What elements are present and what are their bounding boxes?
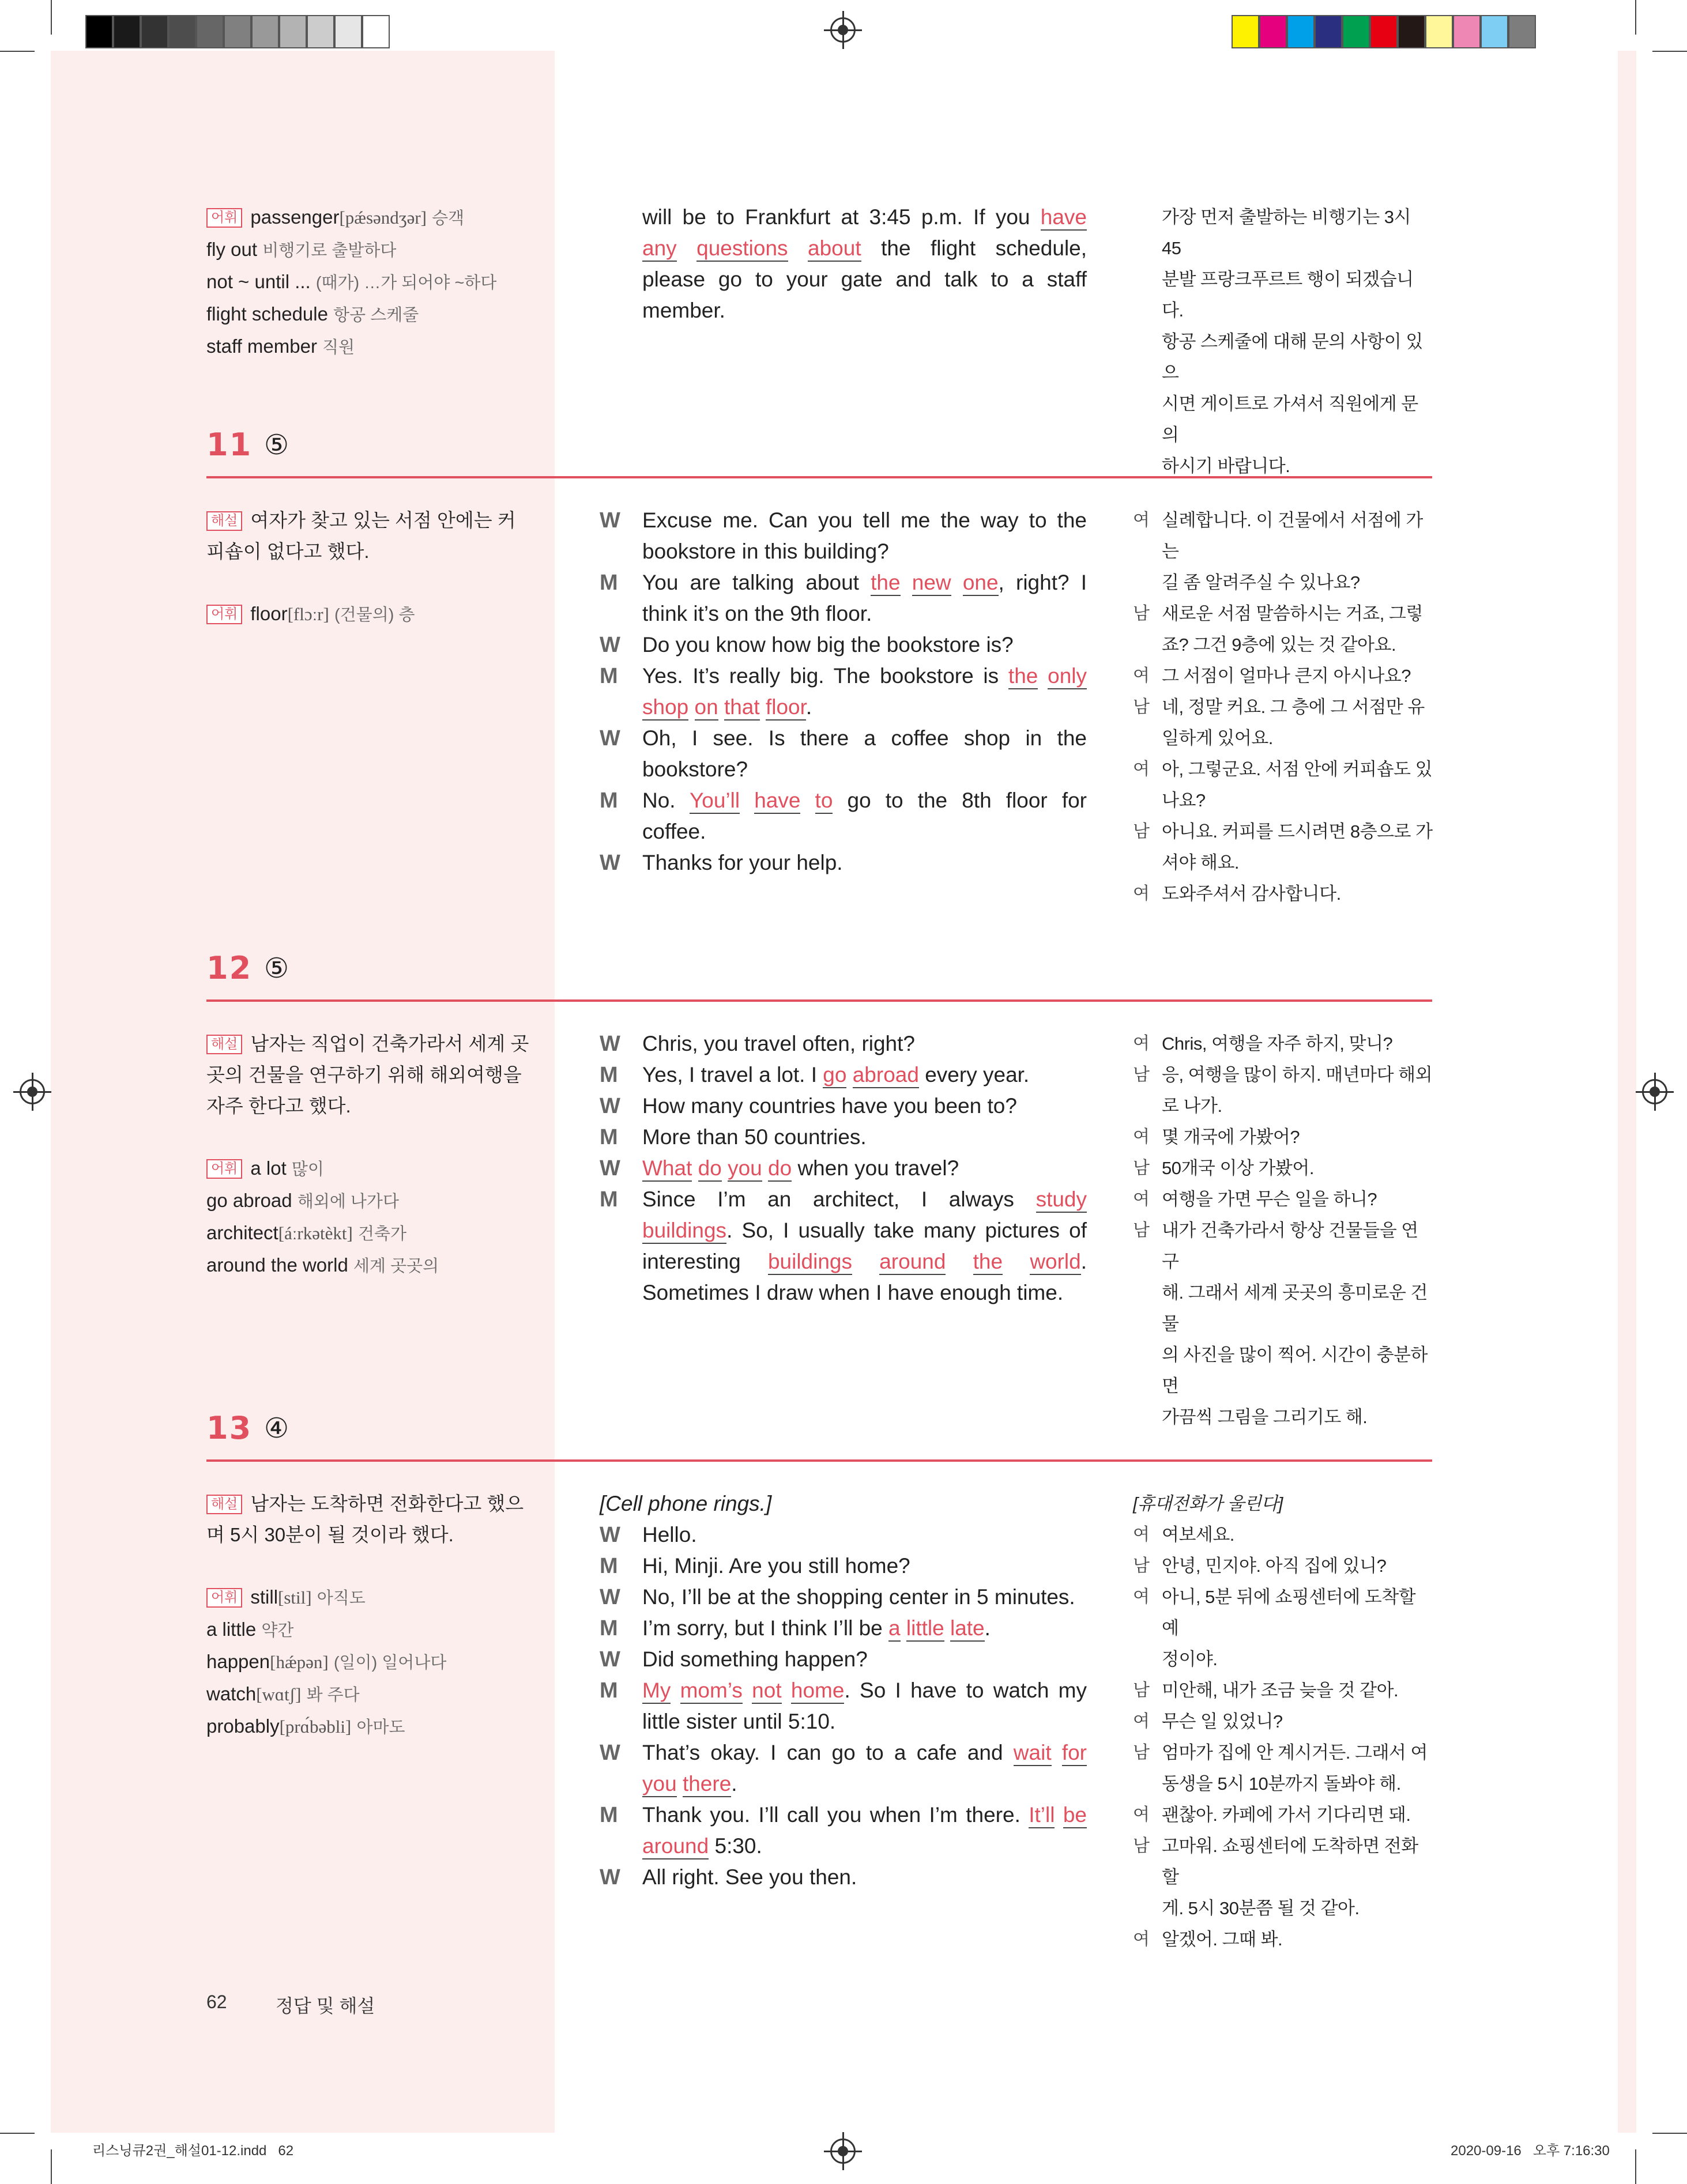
color-swatch (1425, 15, 1453, 48)
explanation-tag: 해설 (206, 1035, 242, 1054)
answer-choice: ⑤ (264, 953, 289, 984)
translation-line: 의 사진을 많이 찍어. 시간이 충분하면 (1162, 1345, 1428, 1396)
speaker-label: M (600, 789, 618, 813)
top-vocabulary (206, 202, 512, 363)
answer-blank: do (768, 1156, 792, 1182)
script-line: W That’s okay. I can go to a cafe and wait for (600, 1737, 1087, 1768)
explanation-line: 며 5시 30분이 될 것이라 했다. (206, 1524, 454, 1545)
answer-blank: You’ll (690, 789, 740, 814)
vocab-word: still (250, 1586, 278, 1608)
speaker-label: M (600, 1554, 618, 1578)
color-swatch (1342, 15, 1370, 48)
script-line: little sister until 5:10. (642, 1710, 836, 1733)
speaker-label: W (600, 1523, 620, 1547)
speaker-label: M (600, 1063, 618, 1087)
crop-mark (1635, 2149, 1636, 2184)
vocab-meaning: 직원 (322, 338, 355, 357)
vocab-phonetic: [prɑ́bəbli] (279, 1717, 352, 1737)
translation-line: 해. 그래서 세계 곳곳의 흥미로운 건물 (1162, 1283, 1428, 1334)
vocab-meaning: 약간 (261, 1621, 294, 1640)
speaker-label: 여 (1133, 1127, 1150, 1146)
section-divider (206, 476, 1432, 478)
translation-line: 남 내가 건축가라서 항상 건물들을 연구 (1133, 1215, 1433, 1277)
script-line: buildings. So, I usually take many pictures of (600, 1215, 1087, 1246)
translation-line: 시면 게이트로 가셔서 직원에게 문의 (1162, 394, 1418, 445)
speaker-label: 남 (1133, 1065, 1150, 1084)
vocab-phonetic: [flɔːr] (287, 604, 329, 624)
gray-swatch (279, 15, 307, 48)
answer-blank: My (642, 1678, 671, 1704)
gray-swatch (141, 15, 168, 48)
answer-blank: It’ll (1029, 1803, 1055, 1828)
answer-blank: only (1048, 664, 1087, 689)
stage-direction: [휴대전화가 울린다] (1133, 1493, 1283, 1514)
translation-line: 가끔씩 그림을 그리기도 해. (1162, 1407, 1368, 1427)
crop-mark (1635, 0, 1636, 35)
answer-blank: questions (696, 236, 788, 262)
color-swatch (1232, 15, 1259, 48)
script-line: bookstore in this building? (642, 540, 889, 563)
speaker-label: 여 (1133, 1587, 1150, 1606)
speaker-label: W (600, 726, 620, 750)
translation-line: 여 괜찮아. 카페에 가서 기다리면 돼. (1133, 1800, 1433, 1831)
script-line: will be to Frankfurt at 3:45 p.m. If you have (642, 202, 1087, 233)
speaker-label: M (600, 1125, 618, 1149)
translation-line: 남 고마워. 쇼핑센터에 도착하면 전화할 (1133, 1831, 1433, 1893)
registration-mark-icon (830, 17, 856, 43)
speaker-label: W (600, 1156, 620, 1180)
script-line: think it’s on the 9th floor. (642, 602, 872, 625)
speaker-label: M (600, 664, 618, 688)
translation-line: 여 알겠어. 그때 봐. (1133, 1924, 1433, 1955)
crop-mark (0, 2133, 35, 2134)
script-line: M No. You’ll have to go to the 8th floor for (600, 785, 1087, 816)
section-13-notes (206, 1488, 524, 1743)
answer-blank: you (642, 1772, 677, 1797)
answer-blank: do (698, 1156, 722, 1182)
gray-swatch (85, 15, 113, 48)
slug-file-info: 리스닝큐2권_해설01-12.indd 62 (92, 2143, 294, 2159)
script-line: M Since I’m an architect, I always study (600, 1184, 1087, 1215)
speaker-label: 여 (1133, 1930, 1150, 1949)
vocab-meaning: 승객 (432, 209, 465, 228)
speaker-label: W (600, 1585, 620, 1609)
translation-line: 여 몇 개국에 가봤어? (1133, 1122, 1433, 1153)
vocab-meaning: (일이) 일어나다 (333, 1654, 447, 1672)
script-line: M Yes. It’s really big. The bookstore is the only (600, 661, 1087, 692)
speaker-label: 여 (1133, 884, 1150, 903)
crop-mark (1652, 51, 1687, 52)
vocab-word: watch (206, 1683, 257, 1704)
translation-line: 항공 스케줄에 대해 문의 사항이 있으 (1162, 331, 1423, 383)
answer-blank: have (754, 789, 800, 814)
registration-mark-icon (1642, 1079, 1667, 1104)
vocab-row (206, 1185, 512, 1217)
vocab-meaning: 아마도 (356, 1718, 405, 1737)
script-line: W Oh, I see. Is there a coffee shop in the (600, 723, 1087, 754)
answer-blank: not (752, 1678, 781, 1704)
speaker-label: W (600, 1094, 620, 1118)
vocab-word: around the world (206, 1254, 348, 1276)
vocab-word: staff member (206, 335, 317, 357)
stage-direction: [Cell phone rings.] (600, 1492, 772, 1515)
vocab-word: not ~ until ... (206, 271, 311, 292)
explanation-line: 자주 한다고 했다. (206, 1095, 351, 1116)
script-line: M Thank you. I’ll call you when I’m there. It’ll be (600, 1800, 1087, 1831)
vocab-phonetic: [hǽpən] (270, 1652, 329, 1672)
answer-blank: the (1008, 664, 1038, 689)
vocab-phonetic: [stil] (278, 1587, 312, 1608)
color-swatch (1453, 15, 1481, 48)
answer-blank: to (815, 789, 833, 814)
script-line: M I’m sorry, but I think I’ll be a little late. (600, 1613, 1087, 1644)
translation-line: 가장 먼저 출발하는 비행기는 3시 45 (1162, 207, 1411, 258)
section-12-script (600, 1028, 1087, 1308)
script-line: any questions about the flight schedule, (642, 233, 1087, 264)
answer-blank: buildings (642, 1219, 726, 1244)
speaker-label: M (600, 1803, 618, 1827)
explanation-line: 해설 여자가 찾고 있는 서점 안에는 커 (206, 505, 512, 536)
script-line: M You are talking about the new one, right? I (600, 567, 1087, 598)
section-divider (206, 1459, 1432, 1462)
gray-swatch (251, 15, 279, 48)
vocab-meaning: 아직도 (317, 1589, 366, 1608)
speaker-label: M (600, 571, 618, 595)
translation-line: 길 좀 알려주실 수 있나요? (1162, 572, 1360, 593)
speaker-label: 여 (1133, 760, 1150, 779)
speaker-label: W (600, 508, 620, 533)
translation-line: 남 50개국 이상 가봤어. (1133, 1153, 1433, 1184)
speaker-label: 남 (1133, 1159, 1150, 1178)
translation-line: 남 안녕, 민지야. 아직 집에 있니? (1133, 1551, 1433, 1582)
vocab-row (206, 266, 512, 299)
speaker-label: W (600, 851, 620, 875)
answer-choice: ⑤ (264, 430, 289, 461)
vocab-word: happen (206, 1651, 270, 1672)
script-line: M More than 50 countries. (600, 1122, 1087, 1153)
gray-swatch (307, 15, 334, 48)
speaker-label: W (600, 1865, 620, 1889)
answer-blank: the (871, 571, 900, 596)
answer-blank: one (963, 571, 999, 596)
section-12-notes (206, 1028, 529, 1282)
script-line: coffee. (642, 820, 706, 843)
answer-blank: late (950, 1616, 985, 1642)
vocab-word: a lot (250, 1157, 287, 1179)
speaker-label: 여 (1133, 1190, 1150, 1209)
color-swatch (1287, 15, 1315, 48)
translation-line: 남 엄마가 집에 안 계시거든. 그래서 여 (1133, 1737, 1433, 1768)
speaker-label: 남 (1133, 1681, 1150, 1700)
gray-swatch (196, 15, 224, 48)
vocab-meaning: 건축가 (357, 1225, 407, 1243)
crop-mark (51, 0, 52, 35)
answer-blank: new (912, 571, 951, 596)
top-script (642, 202, 1087, 326)
speaker-label: 남 (1133, 822, 1150, 841)
section-11-script (600, 505, 1087, 878)
answer-blank: you (728, 1156, 762, 1182)
explanation-line: 해설 남자는 도착하면 전화한다고 했으 (206, 1488, 512, 1519)
vocab-row (206, 1217, 512, 1250)
translation-line: 여 그 서점이 얼마나 큰지 아시나요? (1133, 661, 1433, 692)
vocab-meaning: 세계 곳곳의 (353, 1257, 439, 1276)
gray-swatch (224, 15, 251, 48)
vocab-row (206, 1678, 512, 1711)
answer-blank: a (888, 1616, 901, 1642)
script-line: W Thanks for your help. (600, 847, 1087, 878)
vocab-meaning: 해외에 나가다 (297, 1193, 399, 1211)
translation-line: 일하게 있어요. (1162, 728, 1273, 748)
speaker-label: W (600, 1741, 620, 1765)
section-11-notes (206, 505, 516, 631)
answer-blank: abroad (853, 1063, 919, 1088)
answer-blank: What (642, 1156, 692, 1182)
speaker-label: W (600, 1647, 620, 1672)
translation-line: 죠? 그건 9층에 있는 것 같아요. (1162, 635, 1396, 655)
script-line: W Chris, you travel often, right? (600, 1028, 1087, 1059)
section-divider (206, 999, 1432, 1002)
vocab-word: flight schedule (206, 303, 328, 325)
vocab-meaning: (때가) …가 되어야 ~하다 (315, 274, 497, 292)
script-line: W Do you know how big the bookstore is? (600, 629, 1087, 661)
vocab-meaning: 항공 스케줄 (333, 306, 419, 325)
section-13-script (600, 1488, 1087, 1893)
script-line: W What do you do when you travel? (600, 1153, 1087, 1184)
translation-line: 여 실례합니다. 이 건물에서 서점에 가는 (1133, 505, 1433, 567)
translation-line: 동생을 5시 10분까지 돌봐야 해. (1162, 1774, 1401, 1794)
translation-line: 나요? (1162, 790, 1206, 810)
answer-blank: be (1063, 1803, 1087, 1828)
slug-date: 2020-09-16 오후 7:16:30 (1451, 2143, 1610, 2159)
answer-blank: any (642, 236, 677, 262)
speaker-label: 여 (1133, 1525, 1150, 1544)
translation-line: 셔야 해요. (1162, 853, 1240, 873)
top-translation (1162, 202, 1433, 482)
explanation-line: 피숍이 없다고 했다. (206, 541, 370, 562)
translation-line: 여 여행을 가면 무슨 일을 하니? (1133, 1184, 1433, 1215)
vocab-tag: 어휘 (206, 208, 242, 228)
answer-blank: go (823, 1063, 846, 1088)
translation-line: 정이야. (1162, 1649, 1218, 1669)
answer-blank: for (1062, 1741, 1087, 1766)
speaker-label: 여 (1133, 1034, 1150, 1053)
script-line: M My mom’s not home. So I have to watch my (600, 1675, 1087, 1706)
answer-blank: buildings (768, 1250, 852, 1275)
explanation-tag: 해설 (206, 511, 242, 531)
translation-line: 남 응, 여행을 많이 하지. 매년마다 해외 (1133, 1059, 1433, 1091)
vocab-word: architect (206, 1222, 278, 1243)
explanation-tag: 해설 (206, 1495, 242, 1514)
answer-choice: ④ (264, 1413, 289, 1444)
question-number: 11 (206, 427, 253, 463)
vocab-row (206, 1153, 512, 1185)
crop-mark (51, 2149, 52, 2184)
gray-swatch (168, 15, 196, 48)
answer-blank: around (642, 1834, 709, 1859)
section-11-translation (1133, 505, 1433, 910)
vocab-row (206, 202, 512, 234)
translation-line: 여 도와주셔서 감사합니다. (1133, 878, 1433, 910)
right-edge-strip (1618, 51, 1636, 2133)
translation-line: 여 여보세요. (1133, 1519, 1433, 1551)
answer-blank: there (683, 1772, 731, 1797)
script-line: please go to your gate and talk to a staff (642, 267, 1087, 291)
color-swatch (1259, 15, 1287, 48)
answer-blank: study (1036, 1187, 1087, 1213)
speaker-label: 여 (1133, 1805, 1150, 1824)
answer-blank: that (724, 695, 760, 721)
vocab-row (206, 234, 512, 266)
answer-blank: shop (642, 695, 688, 721)
speaker-label: M (600, 1616, 618, 1640)
answer-blank: world (1030, 1250, 1080, 1275)
color-swatch (1508, 15, 1536, 48)
script-line: member. (642, 299, 725, 322)
section-12-translation (1133, 1028, 1433, 1433)
translation-line: 로 나가. (1162, 1096, 1222, 1116)
vocab-word: go abroad (206, 1190, 292, 1211)
question-number: 12 (206, 950, 253, 986)
answer-blank: wait (1014, 1741, 1052, 1766)
speaker-label: 남 (1133, 697, 1150, 716)
vocab-row (206, 299, 512, 331)
speaker-label: M (600, 1678, 618, 1703)
vocab-meaning: (건물의) 층 (334, 606, 415, 624)
vocab-word: a little (206, 1619, 257, 1640)
speaker-label: W (600, 633, 620, 657)
explanation-line: 해설 남자는 직업이 건축가라서 세계 곳 (206, 1028, 512, 1059)
vocab-meaning: 봐 주다 (306, 1686, 360, 1704)
gray-swatch (334, 15, 362, 48)
translation-line: 남 아니요. 커피를 드시려면 8층으로 가 (1133, 816, 1433, 847)
answer-blank: on (695, 695, 718, 721)
translation-line: 분발 프랑크푸르트 행이 되겠습니다. (1162, 269, 1414, 320)
translation-line: 여 아, 그렇군요. 서점 안에 커피숍도 있 (1133, 754, 1433, 785)
script-line: W Excuse me. Can you tell me the way to the (600, 505, 1087, 536)
registration-mark-icon (830, 2138, 856, 2164)
answer-blank: around (879, 1250, 946, 1275)
answer-blank: little (906, 1616, 944, 1642)
translation-line: 여 무슨 일 있었니? (1133, 1706, 1433, 1737)
script-line: interesting buildings around the world. (600, 1246, 1087, 1277)
vocab-phonetic: [áːrkətèkt] (278, 1223, 353, 1243)
vocab-row (206, 331, 512, 363)
vocab-row (206, 1711, 512, 1743)
speaker-label: 남 (1133, 1836, 1150, 1855)
vocab-row (206, 1646, 512, 1678)
script-line: M Hi, Minji. Are you still home? (600, 1551, 1087, 1582)
script-line: W All right. See you then. (600, 1862, 1087, 1893)
gray-swatch (362, 15, 390, 48)
answer-blank: have (1041, 205, 1087, 231)
answer-blank: about (808, 236, 861, 262)
vocab-meaning: 많이 (291, 1160, 324, 1179)
vocab-row (206, 598, 512, 631)
color-swatch (1370, 15, 1398, 48)
color-swatch (1315, 15, 1342, 48)
color-swatch (1481, 15, 1508, 48)
speaker-label: W (600, 1032, 620, 1056)
speaker-label: 여 (1133, 1712, 1150, 1731)
vocab-phonetic: [wɑtʃ] (256, 1684, 302, 1704)
script-line: W No, I’ll be at the shopping center in 5 minutes. (600, 1582, 1087, 1613)
section-13-translation (1133, 1488, 1433, 1955)
speaker-label: 남 (1133, 604, 1150, 623)
speaker-label: 여 (1133, 511, 1150, 530)
question-number: 13 (206, 1410, 253, 1446)
script-line: around 5:30. (600, 1831, 1087, 1862)
speaker-label: M (600, 1187, 618, 1212)
vocab-tag: 어휘 (206, 1588, 242, 1608)
speaker-label: 남 (1133, 1743, 1150, 1762)
answer-blank: home (791, 1678, 845, 1704)
vocab-word: probably (206, 1715, 280, 1737)
script-line: W Did something happen? (600, 1644, 1087, 1675)
page-footer-title: 정답 및 해설 (276, 1996, 375, 2016)
speaker-label: 남 (1133, 1556, 1150, 1575)
script-line: W How many countries have you been to? (600, 1091, 1087, 1122)
translation-line: 게. 5시 30분쯤 될 것 같아. (1162, 1898, 1360, 1918)
page-number: 62 (206, 1991, 227, 2012)
vocab-row (206, 1582, 512, 1614)
vocab-word: floor (250, 603, 288, 624)
speaker-label: 남 (1133, 1221, 1150, 1240)
explanation-line: 곳의 건물을 연구하기 위해 해외여행을 (206, 1064, 522, 1085)
vocab-tag: 어휘 (206, 1159, 242, 1179)
script-line: shop on that floor. (600, 692, 1087, 723)
translation-line: 여 Chris, 여행을 자주 하지, 맞니? (1133, 1028, 1433, 1059)
crop-mark (1652, 2133, 1687, 2134)
translation-line: 하시기 바랍니다. (1162, 456, 1290, 476)
vocab-row (206, 1614, 512, 1646)
color-swatch (1398, 15, 1425, 48)
vocab-word: passenger (250, 206, 340, 228)
registration-mark-icon (20, 1079, 45, 1104)
translation-line: 여 아니, 5분 뒤에 쇼핑센터에 도착할 예 (1133, 1582, 1433, 1644)
translation-line: 남 네, 정말 커요. 그 층에 그 서점만 유 (1133, 692, 1433, 723)
script-line: bookstore? (642, 757, 748, 781)
speaker-label: 여 (1133, 666, 1150, 685)
answer-blank: floor (766, 695, 806, 721)
vocab-phonetic: [pǽsəndʒər] (339, 208, 427, 228)
crop-mark (0, 51, 35, 52)
script-line: you there. (600, 1768, 1087, 1800)
answer-blank: mom’s (680, 1678, 743, 1704)
vocab-meaning: 비행기로 출발하다 (262, 242, 397, 260)
answer-blank: the (973, 1250, 1003, 1275)
script-line: W Hello. (600, 1519, 1087, 1551)
vocab-tag: 어휘 (206, 605, 242, 624)
script-line: M Yes, I travel a lot. I go abroad every year. (600, 1059, 1087, 1091)
translation-line: 남 미안해, 내가 조금 늦을 것 같아. (1133, 1675, 1433, 1706)
translation-line: 남 새로운 서점 말씀하시는 거죠, 그렇 (1133, 598, 1433, 629)
vocab-row (206, 1250, 512, 1282)
vocab-word: fly out (206, 239, 258, 260)
script-line: Sometimes I draw when I have enough time. (642, 1281, 1064, 1304)
gray-swatch (113, 15, 141, 48)
